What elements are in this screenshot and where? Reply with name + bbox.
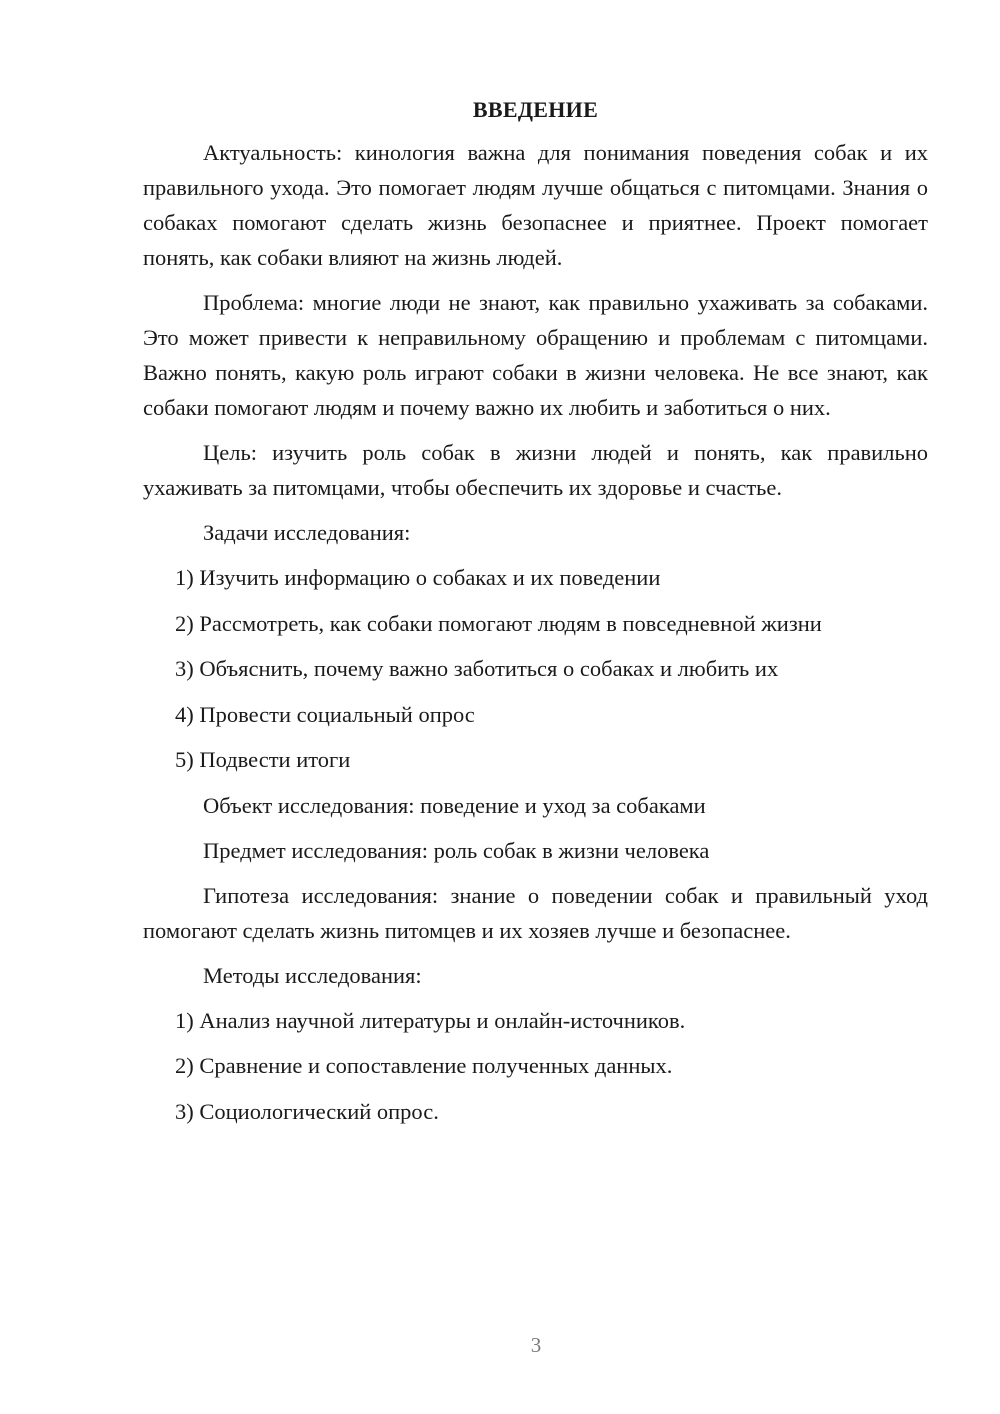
task-item: 4) Провести социальный опрос (175, 701, 475, 727)
research-object: Объект исследования: поведение и уход за собаками (203, 792, 706, 818)
task-item: 2) Рассмотреть, как собаки помогают людям в повседневной жизни (175, 610, 822, 636)
tasks-heading: Задачи исследования: (203, 520, 411, 545)
research-subject: Предмет исследования: роль собак в жизни человека (203, 837, 710, 863)
task-item: 1) Изучить информацию о собаках и их поведении (175, 565, 661, 590)
task-item: 5) Подвести итоги (175, 747, 351, 772)
goal-paragraph: Цель: изучить роль собак в жизни людей и понять, как правильно ухаживать за питомцами, чтобы обеспечить их здоровье и счастье. (143, 440, 928, 500)
relevance-paragraph: Актуальность: кинология важна для понимания поведения собак и их правильного ухода. Это помогает людям лучше общаться с питомцами. Знания о собаках помогают сделать жизнь безопаснее и приятнее. Проект помогает понять, как собаки влияют на жизнь людей. (143, 140, 928, 270)
document-page (143, 94, 928, 1139)
hypothesis-paragraph: Гипотеза исследования: знание о поведении собак и правильный уход помогают сделать жизнь питомцев и их хозяев лучше и безопаснее. (143, 882, 928, 943)
section-title: ВВЕДЕНИЕ (472, 97, 599, 122)
task-item: 3) Объяснить, почему важно заботиться о собаках и любить их (175, 656, 779, 681)
methods-heading: Методы исследования: (203, 962, 422, 988)
method-item: 2) Сравнение и сопоставление полученных данных. (175, 1053, 673, 1078)
page-number: 3 (530, 1333, 542, 1357)
method-item: 3) Социологический опрос. (175, 1098, 439, 1124)
problem-paragraph: Проблема: многие люди не знают, как правильно ухаживать за собаками. Это может привести к неправильному обращению и проблемам с питомцами. Важно понять, какую роль играют собаки в жизни человека. Не все знают, как собаки помогают людям и почему важно их любить и заботиться о них. (143, 290, 928, 420)
method-item: 1) Анализ научной литературы и онлайн-источников. (175, 1007, 686, 1033)
